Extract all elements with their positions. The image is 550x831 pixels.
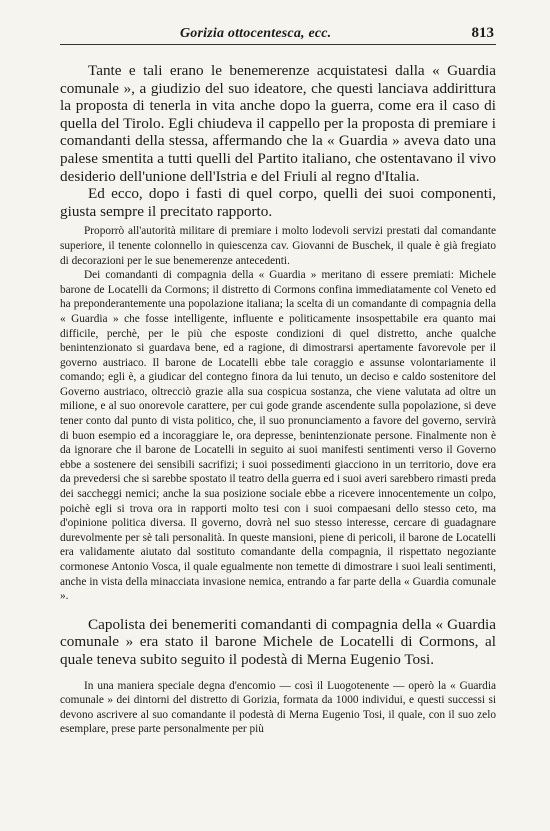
page-body bbox=[60, 62, 496, 737]
page-header bbox=[60, 8, 496, 45]
quoted-report-paragraph: In una maniera speciale degna d'encomio — così il Luogotenente — operò la « Guardia comunale » dei dintorni del distretto di Gorizia, formata da 1000 individui, e questi successi si devono ascrivere al suo comandante il podestà di Merna Eugenio Tosi, il quale, con il suo zelo esemplare, prese parte personalmente per più bbox=[60, 679, 496, 736]
page-number: 813 bbox=[471, 25, 494, 41]
body-paragraph: Capolista dei benemeriti comandanti di compagnia della « Guardia comunale » era stato il barone Michele de Locatelli di Cormons, al quale teneva subito seguito il podestà di Merna Eugenio Tosi. bbox=[60, 615, 496, 668]
quoted-report-paragraph: Dei comandanti di compagnia della « Guardia » meritano di essere premiati: Michele barone de Locatelli da Cormons; il distretto di Cormons confina immediatamente col Veneto ed ha preponderantemente una popolazione italiana; la scelta di un comandante di compagnia della « Guardia » che fosse intelligente, influente e politicamente insospettabile era quanto mai difficile, perchè, per le più che esposte condizioni di quel distretto, anche qualche benintenzionato si guardava bene, ed a ragione, di dimostrarsi apertamente favorevole per il governo austriaco. Il barone de Locatelli ebbe tale coraggio e assunse volontariamente il comando; egli è, a giudicar del contegno finora da lui tenuto, un deciso e caldo sostenitore del Governo austriaco, oltrecciò grazie alla sua cospicua sostanza, che viene valutata ad oltre un milione, e al suo onorevole carattere, per cui gode grande ascendente sulla popolazione, si deve tener conto dal punto di vista politico, che, il suo pronunciamento a favore del governo, servirà di buon esempio ed a incoraggiare le, ora depresse, benintenzionate persone. Finalmente non è da ignorare che il barone de Locatelli in seguito ai suoi manifesti sentimenti verso il Governo ebbe a sostenere dei sensibili sacrifizi; i suoi possedimenti giacciono in un territorio, dove era da prevedersi che si sarebbe spostato il teatro della guerra ed i suoi averi sarebbero rimasti preda dei saccheggi nemici; anche la sua posizione sociale ebbe a ricevere innocentemente un colpo, poichè egli si trova ora in rapporti molto tesi con i suoi compaesani dello stesso ceto, ma d'opinione politica diversa. Il governo, dovrà nel suo stesso interesse, cercare di guadagnare durevolmente per sè tali personalità. In queste mansioni, piene di pericoli, il barone de Locatelli era validamente aiutato dal sostituto comandante della compagnia, il rispettato negoziante cormonese Antonio Vosca, il quale egualmente non temette di dimostrare i suoi leali sentimenti, anche in vista della minacciata invasione nemica, entrando a far parte della « Guardia comunale ». bbox=[60, 269, 497, 603]
body-paragraph: Ed ecco, dopo i fasti di quel corpo, quelli dei suoi componenti, giusta sempre il precitato rapporto. bbox=[60, 185, 496, 220]
body-paragraph: Tante e tali erano le benemerenze acquistatesi dalla « Guardia comunale », a giudizio del suo ideatore, che questi lanciava addirittura la proposta di tenerla in vita anche dopo la guerra, come era il caso di quella del Tirolo. Egli chiudeva il cappello per la proposta di premiare i comandanti della stessa, affermando che la « Guardia » aveva dato una palese smentita a tutti quelli del Partito italiano, che ostentavano il vivo desiderio dell'unione dell'Istria e del Friuli al regno d'Italia. bbox=[60, 62, 496, 185]
quoted-report-paragraph: Proporrò all'autorità militare di premiare i molto lodevoli servizi prestati dal comandante superiore, il tenente colonnello in quiescenza cav. Giovanni de Buschek, il quale è già fregiato di decorazioni per le sue benemerenze antecedenti. bbox=[60, 225, 496, 267]
running-title: Gorizia ottocentesca, ecc. bbox=[180, 26, 332, 41]
